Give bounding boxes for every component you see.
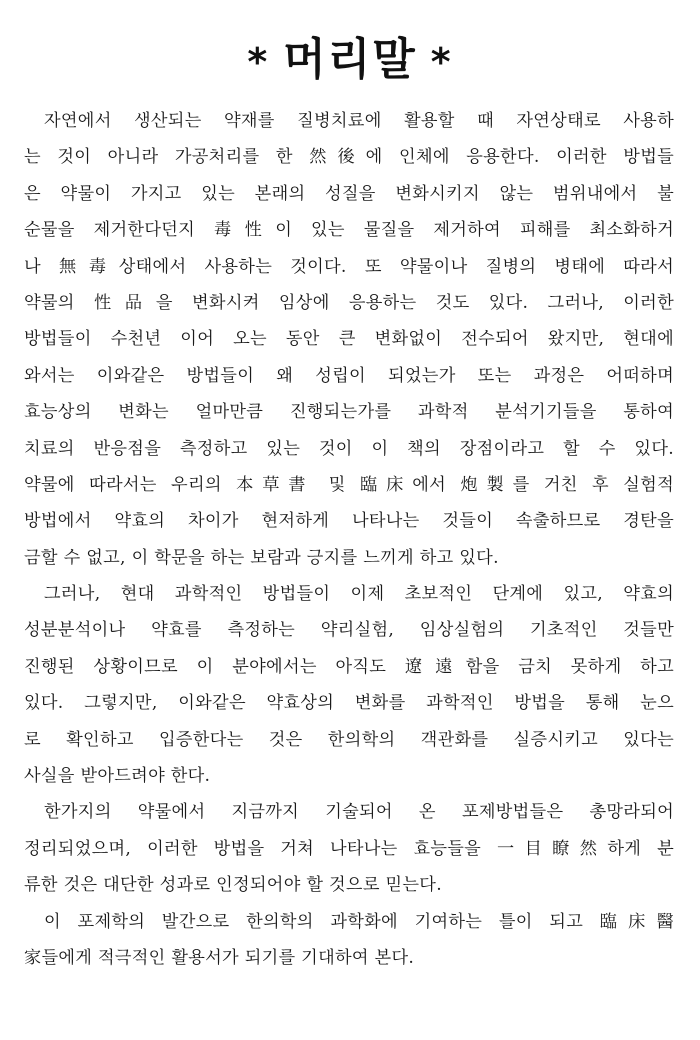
paragraph-1-line-3: 은 약물이 가지고 있는 본래의 성질을 변화시키지 않는 범위내에서 불 bbox=[24, 183, 674, 204]
paragraph-1-line-9: 효능상의 변화는 얼마만큼 진행되는가를 과학적 분석기기들을 통하여 bbox=[24, 402, 674, 423]
paragraph-3-line-1: 한가지의 약물에서 지금까지 기술되어 온 포제방법들은 총망라되어 bbox=[44, 802, 674, 823]
paragraph-3-line-3: 류한 것은 대단한 성과로 인정되어야 할 것으로 믿는다. bbox=[24, 875, 442, 896]
paragraph-4-line-1: 이 포제학의 발간으로 한의학의 과학화에 기여하는 틀이 되고 臨床醫 bbox=[44, 911, 674, 932]
preface-body bbox=[24, 103, 674, 976]
paragraph-2-line-6: 사실을 받아드려야 한다. bbox=[24, 766, 211, 787]
paragraph-2-line-4: 있다. 그렇지만, 이와같은 약효상의 변화를 과학적인 방법을 통해 눈으 bbox=[24, 693, 674, 714]
paragraph-1-line-12: 방법에서 약효의 차이가 현저하게 나타나는 것들이 속출하므로 경탄을 bbox=[24, 511, 674, 532]
paragraph-1-line-6: 약물의 性品을 변화시켜 임상에 응용하는 것도 있다. 그러나, 이러한 bbox=[24, 292, 674, 313]
page-title bbox=[0, 30, 700, 92]
paragraph-4-line-2: 家들에게 적극적인 활용서가 되기를 기대하여 본다. bbox=[24, 947, 415, 968]
paragraph-2-line-3: 진행된 상황이므로 이 분야에서는 아직도 遼遠함을 금치 못하게 하고 bbox=[24, 656, 674, 677]
paragraph-2-line-5: 로 확인하고 입증한다는 것은 한의학의 객관화를 실증시키고 있다는 bbox=[24, 729, 674, 750]
paragraph-1-line-10: 치료의 반응점을 측정하고 있는 것이 이 책의 장점이라고 할 수 있다. bbox=[24, 438, 674, 459]
paragraph-2-line-1: 그러나, 현대 과학적인 방법들이 이제 초보적인 단계에 있고, 약효의 bbox=[44, 584, 674, 605]
paragraph-3-line-2: 정리되었으며, 이러한 방법을 거쳐 나타나는 효능들을 一目瞭然하게 분 bbox=[24, 838, 674, 859]
title-star-left: * bbox=[247, 40, 270, 84]
paragraph-1-line-2: 는 것이 아니라 가공처리를 한 然後에 인체에 응용한다. 이러한 방법들 bbox=[24, 147, 674, 168]
paragraph-1-line-7: 방법들이 수천년 이어 오는 동안 큰 변화없이 전수되어 왔지만, 현대에 bbox=[24, 329, 674, 350]
paragraph-1-line-11: 약물에 따라서는 우리의 本草書 및 臨床에서 炮製를 거친 후 실험적 bbox=[24, 474, 674, 495]
title-star-right: * bbox=[430, 40, 453, 84]
title-text: 머리말 bbox=[283, 34, 417, 85]
paragraph-1-line-1: 자연에서 생산되는 약재를 질병치료에 활용할 때 자연상태로 사용하 bbox=[44, 111, 674, 131]
paragraph-1-line-5: 나 無毒상태에서 사용하는 것이다. 또 약물이나 질병의 병태에 따라서 bbox=[24, 256, 674, 277]
paragraph-1-line-8: 와서는 이와같은 방법들이 왜 성립이 되었는가 또는 과정은 어떠하며 bbox=[24, 365, 674, 386]
paragraph-1-line-4: 순물을 제거한다던지 毒性이 있는 물질을 제거하여 피해를 최소화하거 bbox=[24, 220, 674, 241]
paragraph-2-line-2: 성분분석이나 약효를 측정하는 약리실험, 임상실험의 기초적인 것들만 bbox=[24, 620, 674, 641]
paragraph-1-line-13: 금할 수 없고, 이 학문을 하는 보람과 긍지를 느끼게 하고 있다. bbox=[24, 547, 499, 568]
